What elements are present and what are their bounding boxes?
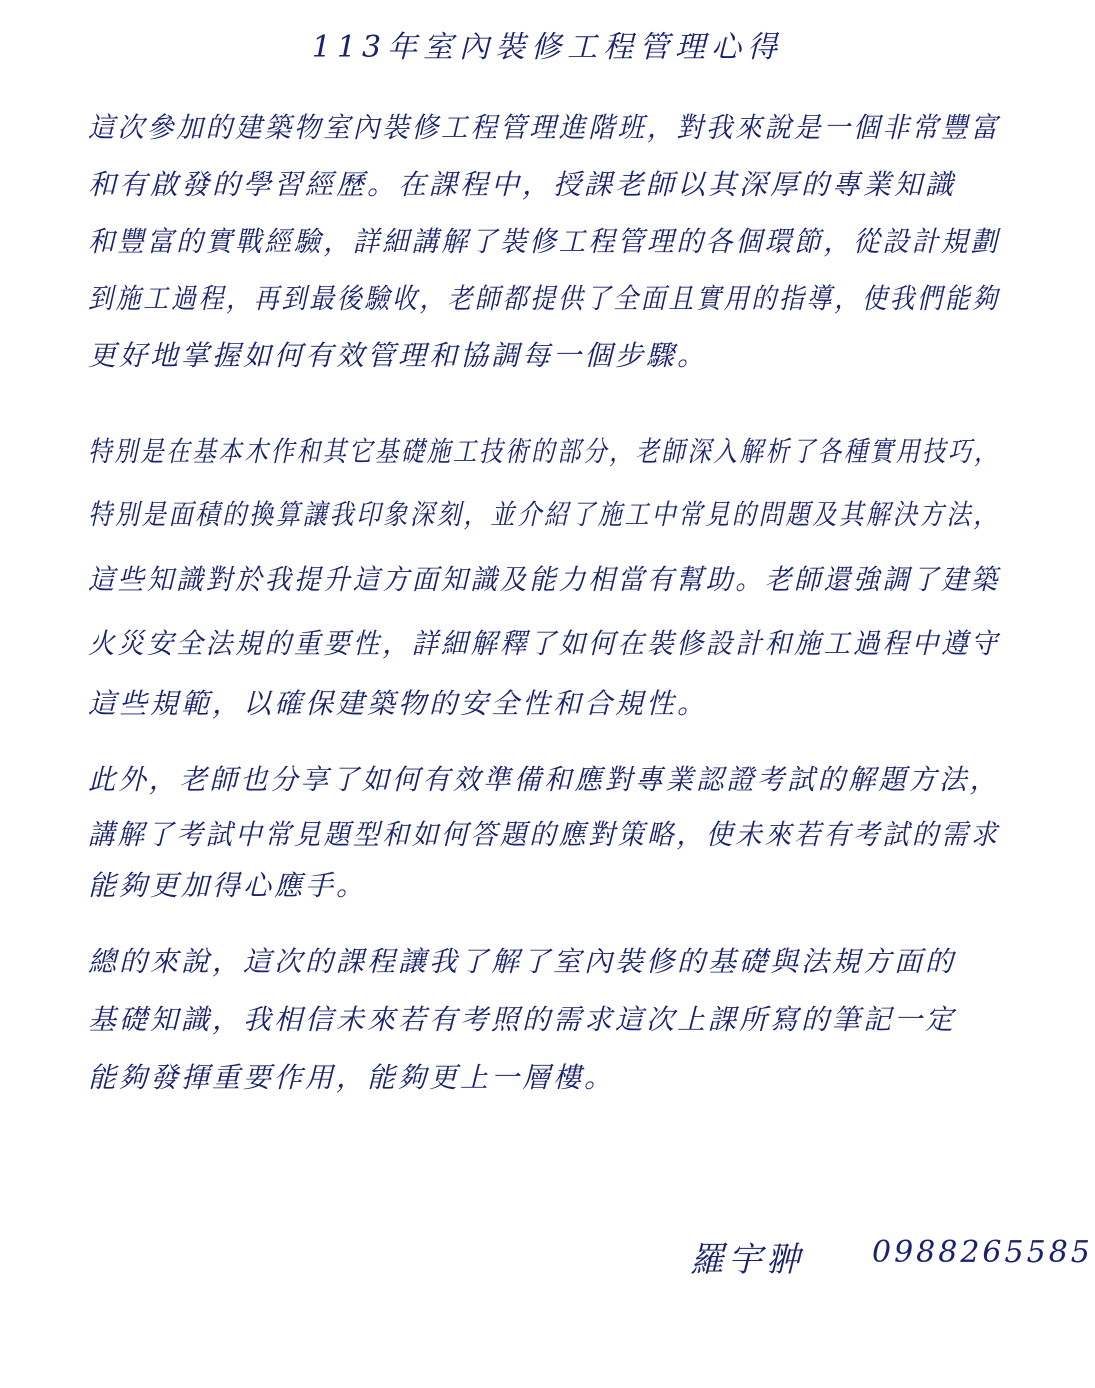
paragraph-1-line-1: 這次參加的建築物室內裝修工程管理進階班，對我來說是一個非常豐富 (88, 111, 1001, 144)
paragraph-2-line-1: 特別是在基本木作和其它基礎施工技術的部分，老師深入解析了各種實用技巧， (88, 435, 1001, 468)
signature-phone: 0988265585 (872, 1235, 1093, 1270)
paragraph-2-line-4: 火災安全法規的重要性，詳細解釋了如何在裝修設計和施工過程中遵守 (88, 627, 1001, 660)
paragraph-4-line-3: 能夠發揮重要作用，能夠更上一層樓。 (88, 1061, 616, 1094)
paragraph-3-line-3: 能夠更加得心應手。 (88, 869, 368, 902)
paragraph-4-line-2: 基礎知識，我相信未來若有考照的需求這次上課所寫的筆記一定 (88, 1003, 957, 1036)
paragraph-2-line-2: 特別是面積的換算讓我印象深刻，並介紹了施工中常見的問題及其解決方法， (88, 498, 1001, 531)
paragraph-1-line-2: 和有啟發的學習經歷。在課程中，授課老師以其深厚的專業知識 (88, 168, 957, 201)
paragraph-1-line-3: 和豐富的實戰經驗，詳細講解了裝修工程管理的各個環節，從設計規劃 (88, 225, 1001, 258)
paragraph-1-line-4: 到施工過程，再到最後驗收，老師都提供了全面且實用的指導，使我們能夠 (88, 282, 1001, 315)
paragraph-2-line-5: 這些規範，以確保建築物的安全性和合規性。 (88, 687, 709, 720)
signature-name: 羅宇翀 (690, 1240, 804, 1280)
paragraph-2-line-3: 這些知識對於我提升這方面知識及能力相當有幫助。老師還強調了建築 (88, 563, 1001, 596)
paragraph-1-line-5: 更好地掌握如何有效管理和協調每一個步驟。 (88, 339, 709, 372)
paragraph-3-line-2: 講解了考試中常見題型和如何答題的應對策略，使未來若有考試的需求 (88, 818, 1001, 851)
paragraph-3-line-1: 此外，老師也分享了如何有效準備和應對專業認證考試的解題方法， (88, 763, 1000, 796)
letter-title: 113年室內裝修工程管理心得 (311, 30, 784, 65)
paragraph-4-line-1: 總的來說，這次的課程讓我了解了室內裝修的基礎與法規方面的 (88, 945, 957, 978)
